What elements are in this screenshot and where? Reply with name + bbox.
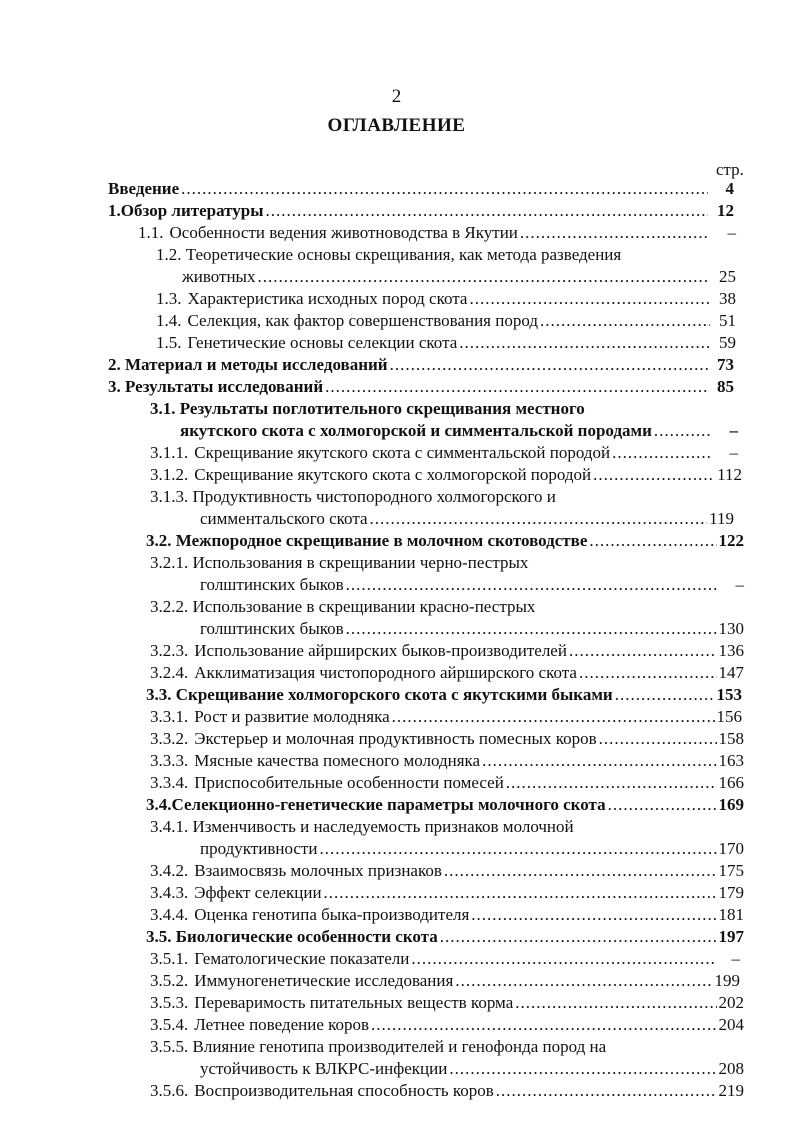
- toc-entry-page: 153: [716, 685, 742, 704]
- toc-entry-title: Гематологические показатели: [194, 949, 410, 968]
- toc-entry-page: 4: [725, 179, 734, 198]
- toc-entry[interactable]: [156, 310, 736, 332]
- toc-leader-dots: [515, 992, 716, 1014]
- toc-entry-number: 3.3.1.: [150, 707, 189, 726]
- toc-entry[interactable]: [108, 376, 734, 398]
- toc-entry[interactable]: [150, 860, 744, 882]
- toc-entry-title-line: Влияние генотипа производителей и генофонда пород на: [192, 1037, 607, 1056]
- toc-leader-dots: [496, 1080, 717, 1102]
- toc-leader-dots: [444, 860, 717, 882]
- toc-entry-page: 199: [714, 971, 740, 990]
- toc-entry[interactable]: [180, 420, 738, 442]
- toc-entry[interactable]: [150, 750, 744, 772]
- toc-leader-dots: [440, 926, 717, 948]
- toc-entry[interactable]: [146, 794, 744, 816]
- toc-leader-dots: [390, 354, 708, 376]
- toc-entry[interactable]: [156, 332, 736, 354]
- toc-leader-dots: [324, 882, 717, 904]
- toc-entry-title: устойчивость к ВЛКРС-инфекции: [200, 1059, 448, 1078]
- toc-entry[interactable]: [200, 618, 744, 640]
- toc-entry-title-line: Использования в скрещивании черно-пестрых: [192, 553, 529, 572]
- toc-entry-number: 3.5.3.: [150, 993, 189, 1012]
- toc-entry-number: 3.1.3.: [150, 487, 193, 506]
- toc-entry-page: 130: [718, 619, 744, 638]
- toc-entry[interactable]: [146, 926, 744, 948]
- toc-entry-title: Особенности ведения животноводства в Якутии: [169, 223, 518, 242]
- toc-entry-title: Летнее поведение коров: [194, 1015, 370, 1034]
- toc-entry-number: 3.1.2.: [150, 465, 189, 484]
- toc-entry-page: 85: [717, 377, 734, 396]
- toc-leader-dots: [459, 332, 710, 354]
- toc-entry-page: 119: [709, 509, 734, 528]
- toc-entry-title: Характеристика исходных пород скота: [187, 289, 468, 308]
- toc-entry[interactable]: [200, 574, 744, 596]
- toc-entry-line: [150, 596, 535, 618]
- toc-entry[interactable]: [146, 684, 742, 706]
- toc-entry-line: [150, 552, 528, 574]
- toc-entry-title: Использование айрширских быков-производителей: [194, 641, 567, 660]
- toc-entry-title-line: Продуктивность чистопородного холмогорского и: [192, 487, 556, 506]
- toc-entry[interactable]: [200, 838, 744, 860]
- toc-entry-page: 122: [718, 531, 744, 550]
- toc-entry[interactable]: [200, 1058, 744, 1080]
- toc-leader-dots: [593, 464, 715, 486]
- toc-entry-page: 51: [719, 311, 736, 330]
- toc-entry-page: 163: [718, 751, 744, 770]
- toc-entry[interactable]: [150, 464, 742, 486]
- toc-entry-line: [150, 816, 574, 838]
- toc-leader-dots: [471, 904, 716, 926]
- toc-entry-page: 166: [718, 773, 744, 792]
- toc-entry-page: 147: [718, 663, 744, 682]
- toc-entry-number: 1.4.: [156, 311, 182, 330]
- toc-entry-page: 181: [718, 905, 744, 924]
- toc-entry[interactable]: [108, 200, 734, 222]
- toc-leader-dots: [608, 794, 717, 816]
- toc-entry[interactable]: [200, 508, 734, 530]
- toc-entry[interactable]: [150, 1014, 744, 1036]
- toc-entry-title: Экстерьер и молочная продуктивность помесных коров: [194, 729, 597, 748]
- toc-entry-title: 3.4.Селекционно-генетические параметры молочного скота: [146, 795, 606, 814]
- toc-entry-number: 3.5.1.: [150, 949, 189, 968]
- toc-leader-dots: [469, 288, 710, 310]
- toc-entry[interactable]: [108, 178, 734, 200]
- toc-leader-dots: [482, 750, 716, 772]
- toc-leader-dots: [411, 948, 714, 970]
- toc-entry-title: 1.Обзор литературы: [108, 201, 264, 220]
- toc-entry-page: –: [735, 575, 744, 594]
- toc-entry-page: –: [729, 443, 738, 462]
- toc-entry[interactable]: [146, 530, 744, 552]
- toc-entry-number: 3.3.4.: [150, 773, 189, 792]
- toc-entry[interactable]: [150, 640, 744, 662]
- toc-entry-page: 158: [718, 729, 744, 748]
- toc-entry-title: Воспроизводительная способность коров: [194, 1081, 494, 1100]
- toc-entry-page: 73: [717, 355, 734, 374]
- toc-entry-number: 3.2.4.: [150, 663, 189, 682]
- toc-entry-title: Иммуногенетические исследования: [194, 971, 454, 990]
- toc-entry-title-line: Использование в скрещивании красно-пестрых: [192, 597, 536, 616]
- toc-entry-page: 12: [717, 201, 734, 220]
- toc-entry[interactable]: [150, 992, 744, 1014]
- toc-entry-page: 175: [718, 861, 744, 880]
- toc-entry-page: 38: [719, 289, 736, 308]
- toc-entry-page: 170: [718, 839, 744, 858]
- toc-entry-number: 3.3.2.: [150, 729, 189, 748]
- toc-entry-number: 1.2.: [156, 245, 186, 264]
- toc-entry-number: 3.2.3.: [150, 641, 189, 660]
- toc-entry-title-line: 3.1. Результаты поглотительного скрещивания местного: [150, 399, 585, 418]
- toc-entry[interactable]: [108, 354, 734, 376]
- toc-entry-number: 3.4.3.: [150, 883, 189, 902]
- toc-leader-dots: [449, 1058, 716, 1080]
- toc-entry-page: 219: [718, 1081, 744, 1100]
- toc-entry-number: 3.5.6.: [150, 1081, 189, 1100]
- toc-entry-page: –: [727, 223, 736, 242]
- toc-entry-page: 169: [718, 795, 744, 814]
- toc-entry-title: животных: [182, 267, 256, 286]
- toc-entry-title: якутского скота с холмогорской и симментальской породами: [180, 421, 652, 440]
- toc-entry[interactable]: [138, 222, 736, 244]
- toc-entry-title: 3.5. Биологические особенности скота: [146, 927, 438, 946]
- toc-entry-line: [150, 398, 585, 420]
- toc-entry-number: 3.2.1.: [150, 553, 193, 572]
- toc-leader-dots: [346, 618, 717, 640]
- toc-entry-page: 208: [718, 1059, 744, 1078]
- toc-entry-title: 3.2. Межпородное скрещивание в молочном скотоводстве: [146, 531, 588, 550]
- toc-entry-title: Рост и развитие молодняка: [194, 707, 390, 726]
- toc-entry-number: 3.2.2.: [150, 597, 193, 616]
- page-number: 2: [391, 86, 402, 107]
- toc-entry-page: 112: [717, 465, 742, 484]
- toc-entry[interactable]: [150, 904, 744, 926]
- toc-leader-dots: [392, 706, 715, 728]
- toc-entry-title-line: Изменчивость и наследуемость признаков молочной: [192, 817, 574, 836]
- toc-entry[interactable]: [150, 706, 742, 728]
- toc-entry-page: 25: [719, 267, 736, 286]
- toc-entry[interactable]: [150, 1080, 744, 1102]
- toc-entry-title: 3. Результаты исследований: [108, 377, 324, 396]
- toc-entry-number: 3.5.4.: [150, 1015, 189, 1034]
- toc-entry-line: [150, 486, 556, 508]
- toc-leader-dots: [371, 1014, 716, 1036]
- toc-entry-title: Акклиматизация чистопородного айрширского скота: [194, 663, 577, 682]
- toc-entry-title: Переваримость питательных веществ корма: [194, 993, 514, 1012]
- toc-entry-title: Взаимосвязь молочных признаков: [194, 861, 442, 880]
- toc-entry-title: продуктивности: [200, 839, 318, 858]
- toc-entry-number: 3.4.4.: [150, 905, 189, 924]
- toc-entry-number: 1.1.: [138, 223, 164, 242]
- toc-entry-page: 136: [718, 641, 744, 660]
- toc-entry-number: 3.3.3.: [150, 751, 189, 770]
- toc-leader-dots: [266, 200, 708, 222]
- toc-entry[interactable]: [150, 772, 744, 794]
- toc-entry-page: 179: [718, 883, 744, 902]
- toc-entry-page: 197: [718, 927, 744, 946]
- toc-entry[interactable]: [156, 288, 736, 310]
- toc-entry-number: 3.4.1.: [150, 817, 193, 836]
- toc-leader-dots: [325, 376, 708, 398]
- toc-entry-line: [150, 1036, 606, 1058]
- toc-entry-title: Приспособительные особенности помесей: [194, 773, 504, 792]
- toc-leader-dots: [615, 684, 715, 706]
- toc-entry[interactable]: [150, 662, 744, 684]
- toc-entry-page: –: [729, 421, 738, 440]
- toc-entry[interactable]: [150, 882, 744, 904]
- toc-leader-dots: [520, 222, 710, 244]
- toc-entry[interactable]: [150, 948, 740, 970]
- toc-entry-page: 204: [718, 1015, 744, 1034]
- toc-entry-line: [156, 244, 621, 266]
- toc-leader-dots: [370, 508, 708, 530]
- toc-leader-dots: [506, 772, 717, 794]
- toc-entry-number: 1.5.: [156, 333, 182, 352]
- toc-entry-title: голштинских быков: [200, 575, 344, 594]
- toc-entry-number: 1.3.: [156, 289, 182, 308]
- toc-leader-dots: [612, 442, 712, 464]
- toc-leader-dots: [257, 266, 710, 288]
- toc-entry[interactable]: [150, 728, 744, 750]
- toc-entry-title: 3.3. Скрещивание холмогорского скота с якутскими быками: [146, 685, 613, 704]
- toc-entry[interactable]: [150, 970, 740, 992]
- toc-entry-title: Эффект селекции: [194, 883, 322, 902]
- toc-leader-dots: [455, 970, 712, 992]
- toc-entry-page: 202: [718, 993, 744, 1012]
- toc-entry-title: Введение: [108, 179, 180, 198]
- toc-leader-dots: [589, 530, 716, 552]
- toc-entry-title: Скрещивание якутского скота с холмогорской породой: [194, 465, 592, 484]
- toc-entry-page: 156: [716, 707, 742, 726]
- toc-leader-dots: [181, 178, 708, 200]
- toc-entry-number: 3.4.2.: [150, 861, 189, 880]
- toc-entry-number: 3.5.5.: [150, 1037, 193, 1056]
- toc-entry-title: Генетические основы селекции скота: [187, 333, 458, 352]
- toc-entry-title: Оценка генотипа быка-производителя: [194, 905, 470, 924]
- toc-entry-title: симментальского скота: [200, 509, 368, 528]
- toc-entry-page: –: [731, 949, 740, 968]
- toc-entry-title: Мясные качества помесного молодняка: [194, 751, 481, 770]
- toc-leader-dots: [654, 420, 712, 442]
- toc-entry[interactable]: [182, 266, 736, 288]
- toc-entry-number: 3.5.2.: [150, 971, 189, 990]
- toc-leader-dots: [319, 838, 716, 860]
- toc-entry[interactable]: [150, 442, 738, 464]
- page-title: ОГЛАВЛЕНИЕ: [327, 115, 466, 136]
- toc-entry-title: Селекция, как фактор совершенствования пород: [187, 311, 539, 330]
- toc-entry-title-line: Теоретические основы скрещивания, как метода разведения: [185, 245, 622, 264]
- toc-entry-title: голштинских быков: [200, 619, 344, 638]
- toc-leader-dots: [569, 640, 717, 662]
- page-column-label: стр.: [716, 160, 744, 179]
- toc-leader-dots: [346, 574, 718, 596]
- toc-leader-dots: [540, 310, 710, 332]
- toc-leader-dots: [579, 662, 717, 684]
- toc-entry-title: 2. Материал и методы исследований: [108, 355, 388, 374]
- toc-entry-title: Скрещивание якутского скота с симментальской породой: [194, 443, 611, 462]
- toc-entry-number: 3.1.1.: [150, 443, 189, 462]
- toc-leader-dots: [599, 728, 717, 750]
- toc-entry-page: 59: [719, 333, 736, 352]
